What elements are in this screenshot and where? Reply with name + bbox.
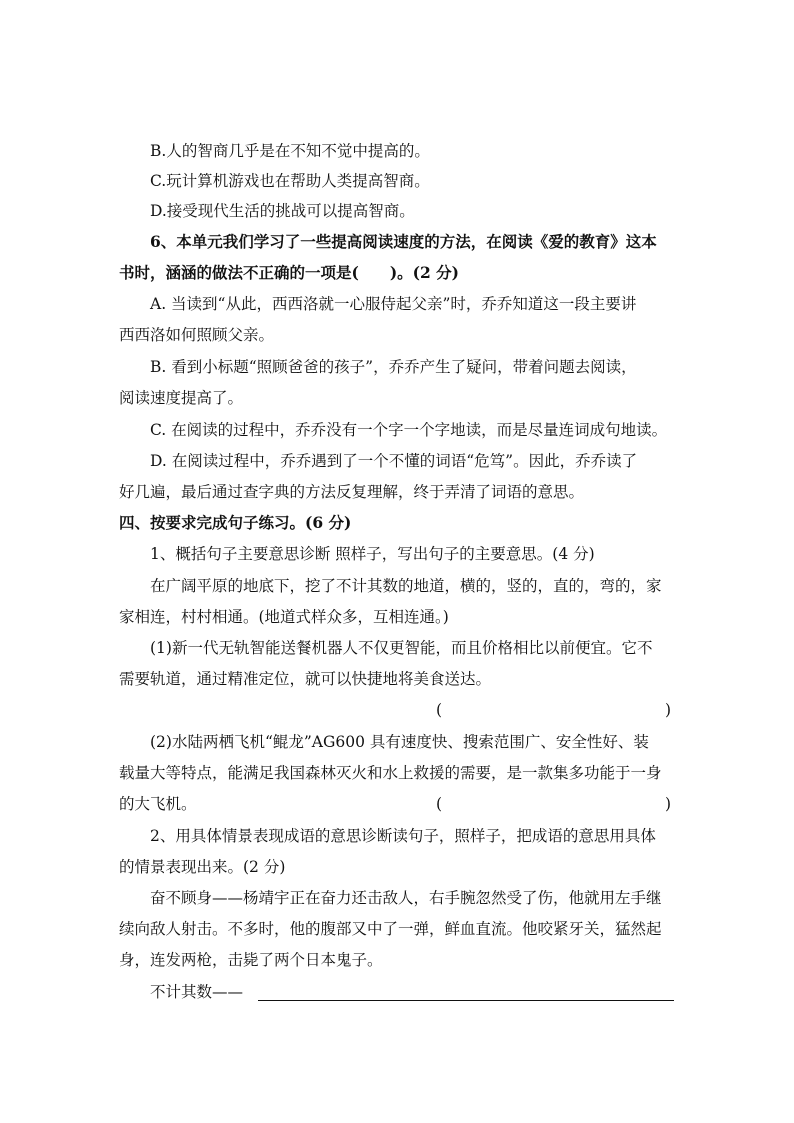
q6-option-c: C. 在阅读的过程中，乔乔没有一个字一个字地读，而是尽量连词成句地读。 [150,421,668,439]
section-4-heading: 四、按要求完成句子练习。(6 分) [119,513,352,532]
sec4-example-cont: 家相连，村村相通。(地道式样众多，互相连通。) [119,608,449,626]
sec4-example: 在广阔平原的地底下，挖了不计其数的地道，横的，竖的，直的，弯的，家 [150,577,662,595]
q5-option-b: B.人的智商几乎是在不知不觉中提高的。 [150,142,430,160]
sec4-example-2-cont: 续向敌人射击。不多时，他的腹部又中了一弹，鲜血直流。他咬紧牙关，猛然起 [119,920,662,938]
q6-option-a-cont: 西西洛如何照顾父亲。 [119,326,275,344]
last-item-label: 不计其数—— [150,983,244,1001]
sec4-sentence-1-cont: 需要轨道，通过精准定位，就可以快捷地将美食送达。 [119,670,492,688]
answer-2-open[interactable]: ( [436,795,443,813]
sec4-q2: 2、用具体情景表现成语的意思诊断读句子，照样子，把成语的意思用具体 [150,827,656,845]
q6-stem: 6、本单元我们学习了一些提高阅读速度的方法，在阅读《爱的教育》这本 [150,232,657,251]
sec4-sentence-1: (1)新一代无轨智能送餐机器人不仅更智能，而且价格相比以前便宜。它不 [150,639,653,657]
q5-option-d: D.接受现代生活的挑战可以提高智商。 [150,202,415,220]
answer-2-close[interactable]: ) [665,795,672,813]
q6-option-a: A. 当读到“从此，西西洛就一心服侍起父亲”时，乔乔知道这一段主要讲 [150,295,637,313]
q5-option-c: C.玩计算机游戏也在帮助人类提高智商。 [150,172,430,190]
sec4-example-2: 奋不顾身——杨靖宇正在奋力还击敌人，右手腕忽然受了伤，他就用左手继 [150,889,662,907]
sec4-sentence-2: (2)水陆两栖飞机“鲲龙”AG600 具有速度快、搜索范围广、安全性好、装 [150,733,649,751]
q6-option-b: B. 看到小标题“照顾爸爸的孩子”，乔乔产生了疑问，带着问题去阅读， [150,358,637,376]
q6-option-d-cont: 好几遍，最后通过查字典的方法反复理解，终于弄清了词语的意思。 [119,483,585,501]
sec4-example-2-end: 身，连发两枪，击毙了两个日本鬼子。 [119,951,383,969]
q6-option-d: D. 在阅读过程中，乔乔遇到了一个不懂的词语“危笃”。因此，乔乔读了 [150,452,638,470]
q6-option-b-cont: 阅读速度提高了。 [119,389,244,407]
sec4-sentence-2-end: 的大飞机。 [119,795,197,813]
answer-1-open[interactable]: ( [436,701,443,719]
sec4-q2-cont: 的情景表现出来。(2 分) [119,858,286,876]
sec4-q1: 1、概括句子主要意思诊断 照样子，写出句子的主要意思。(4 分) [150,545,595,563]
answer-line[interactable] [258,999,674,1001]
q6-stem-cont: 书时，涵涵的做法不正确的一项是( )。(2 分) [119,263,460,282]
sec4-sentence-2-cont: 载量大等特点，能满足我国森林灭火和水上救援的需要，是一款集多功能于一身 [119,764,662,782]
answer-1-close[interactable]: ) [665,701,672,719]
